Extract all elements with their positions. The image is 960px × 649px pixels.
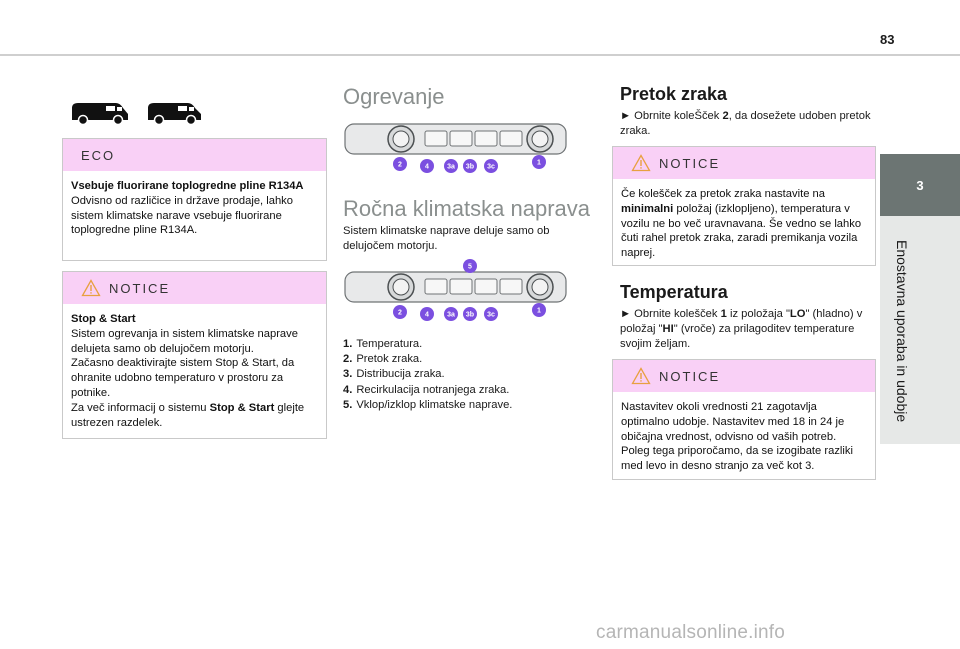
notice-box-stop-start (62, 271, 327, 439)
notice-box-header (613, 147, 875, 179)
warning-triangle-icon (631, 154, 651, 172)
notice-box-temperature (612, 359, 876, 480)
manual-ac-description: Sistem klimatske naprave deluje samo ob delujočem motorju. (343, 225, 550, 252)
header-rule (0, 54, 960, 56)
eco-box-body (63, 171, 326, 248)
watermark: carmanualsonline.info (596, 622, 786, 643)
notice-box-text-1: Sistem ogrevanja in sistem klimatske naprave delujeta samo ob delujočem motorju. (71, 327, 298, 355)
vehicle-variants (70, 100, 204, 126)
legend-item: 5. Vklop/izklop klimatske naprave. (343, 398, 513, 411)
notice-box-air-flow (612, 146, 876, 266)
notice-box-header-label: NOTICE (109, 280, 171, 296)
callout-3a: 3a (447, 311, 455, 319)
controls-legend (343, 337, 568, 413)
callout-3c: 3c (487, 163, 495, 171)
heating-title: Ogrevanje (343, 84, 445, 109)
ac-control-panel-illustration (343, 258, 568, 324)
notice-box-header (63, 272, 326, 304)
legend-item: 1. Temperatura. (343, 338, 423, 350)
eco-box-title: Vsebuje fluorirane toplogredne pline R134A (71, 180, 304, 192)
air-flow-instruction: ► Obrnite koleŠček 2, da dosežete udoben pretok zraka. (620, 110, 871, 137)
eco-box-text: Odvisno od različice in države prodaje, lahko sistem klimatske narave vsebuje fluorirane toplogredne pline R134A. (71, 194, 294, 237)
notice-box-header-label: NOTICE (659, 368, 721, 384)
temperature-instruction: ► Obrnite kolešček 1 iz položaja "LO" (hladno) v položaj "HI" (vroče) za prilagoditev temperature svojim željam. (620, 308, 863, 350)
warning-triangle-icon (81, 279, 101, 297)
callout-2: 2 (398, 161, 402, 169)
warning-triangle-icon (631, 367, 651, 385)
manual-ac-title: Ročna klimatska naprava (343, 196, 591, 221)
callout-3a: 3a (447, 163, 455, 171)
van-short-icon (144, 100, 204, 126)
eco-info-box (62, 138, 327, 261)
chapter-tab[interactable]: 3 (880, 154, 960, 216)
notice-box-body (63, 304, 326, 440)
callout-3c: 3c (487, 311, 495, 319)
callout-4: 4 (425, 311, 429, 319)
notice-box-body: Če kolešček za pretok zraka nastavite na minimalni položaj (izklopljeno), temperatura v vozilu ne bo več uravnavana. Še vedno se lahko čuti rahel pretok zraka, zaradi premikanja vozila naprej. (621, 188, 862, 260)
callout-4: 4 (425, 163, 429, 171)
callout-2: 2 (398, 309, 402, 317)
notice-box-text-3: Za več informacij o sistemu (71, 401, 210, 414)
chapter-title: Enostavna uporaba in udobje (894, 240, 910, 423)
legend-item: 4. Recirkulacija notranjega zraka. (343, 383, 510, 396)
notice-box-body: Nastavitev okoli vrednosti 21 zagotavlja optimalno udobje. Nastavitev med 18 in 24 je običajna vrednost, odvisno od vaših potreb. Poleg tega priporočamo, da se izogibate razliki med levo in desno stranjo za več kot 3. (621, 401, 853, 473)
page-number: 83 (880, 32, 895, 47)
legend-item: 3. Distribucija zraka. (343, 368, 445, 381)
heating-control-panel-illustration (343, 120, 568, 176)
notice-box-header (613, 360, 875, 392)
notice-box-text-3-end: glejte ustrezen razdelek. (71, 401, 305, 429)
stop-start-link-text: Stop & Start (209, 401, 275, 414)
legend-item: 2. Pretok zraka. (343, 353, 423, 366)
callout-1: 1 (537, 159, 541, 167)
callout-1: 1 (537, 307, 541, 315)
callout-5: 5 (468, 263, 472, 271)
van-long-icon (70, 100, 130, 126)
notice-box-title: Stop & Start (71, 313, 136, 325)
callout-3b: 3b (465, 163, 475, 171)
callout-3b: 3b (465, 311, 475, 319)
temperature-heading: Temperatura (620, 282, 728, 302)
notice-box-header-label: NOTICE (659, 155, 721, 171)
air-flow-heading: Pretok zraka (620, 84, 728, 104)
eco-box-header: ECO (63, 139, 326, 171)
notice-box-text-2: Začasno deaktivirajte sistem Stop & Start, da ohranite udobno temperaturo v prostoru za potnike. (71, 357, 295, 399)
